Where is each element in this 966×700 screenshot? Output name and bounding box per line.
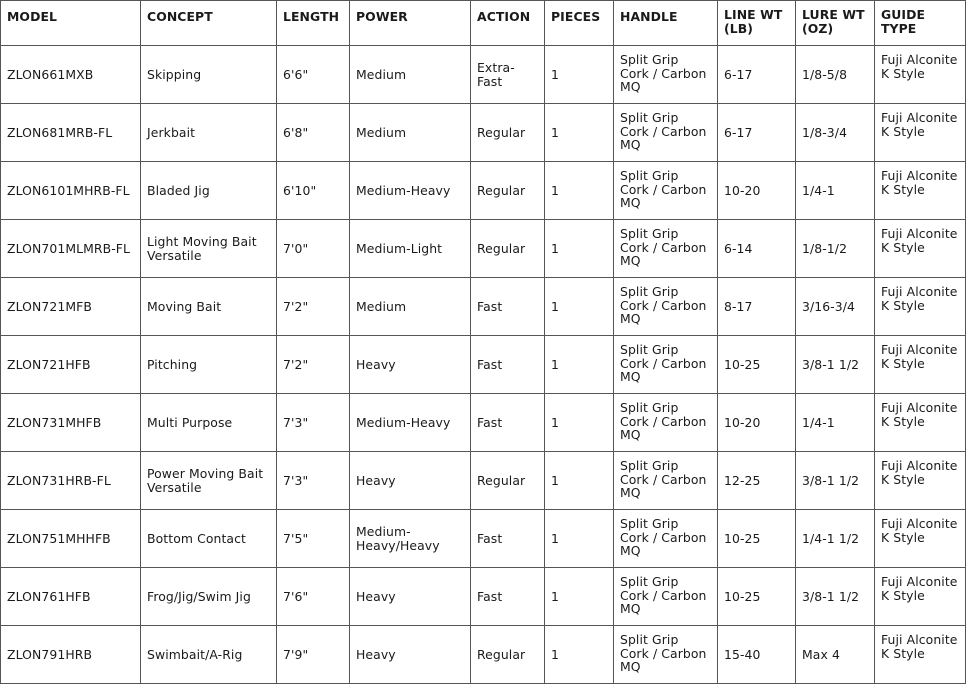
cell-power: Medium [350, 278, 471, 336]
cell-line-wt: 6-17 [718, 104, 796, 162]
cell-guide-type: Fuji Alconite K Style [875, 220, 966, 278]
cell-action: Fast [471, 510, 545, 568]
cell-lure-wt: 3/8-1 1/2 [796, 452, 875, 510]
table-row [1, 162, 966, 220]
cell-length: 7'2" [277, 278, 350, 336]
cell-pieces: 1 [545, 46, 614, 104]
cell-guide-type: Fuji Alconite K Style [875, 336, 966, 394]
cell-length: 7'6" [277, 568, 350, 626]
header-handle: HANDLE [614, 1, 718, 46]
cell-model: ZLON681MRB-FL [1, 104, 141, 162]
cell-line-wt: 15-40 [718, 626, 796, 684]
cell-power: Heavy [350, 568, 471, 626]
table-row [1, 278, 966, 336]
cell-lure-wt: 3/16-3/4 [796, 278, 875, 336]
cell-handle: Split Grip Cork / Carbon MQ [614, 394, 718, 452]
cell-action: Regular [471, 626, 545, 684]
cell-pieces: 1 [545, 104, 614, 162]
cell-guide-type: Fuji Alconite K Style [875, 394, 966, 452]
cell-concept: Bottom Contact [141, 510, 277, 568]
cell-handle: Split Grip Cork / Carbon MQ [614, 220, 718, 278]
table-body [1, 46, 966, 684]
cell-action: Fast [471, 394, 545, 452]
header-row [1, 1, 966, 46]
cell-line-wt: 10-20 [718, 162, 796, 220]
cell-handle: Split Grip Cork / Carbon MQ [614, 626, 718, 684]
cell-guide-type: Fuji Alconite K Style [875, 568, 966, 626]
cell-power: Heavy [350, 452, 471, 510]
cell-pieces: 1 [545, 220, 614, 278]
cell-lure-wt: 1/4-1 [796, 162, 875, 220]
cell-concept: Light Moving Bait Versatile [141, 220, 277, 278]
header-lure-wt: LURE WT (OZ) [796, 1, 875, 46]
cell-line-wt: 10-25 [718, 336, 796, 394]
cell-model: ZLON661MXB [1, 46, 141, 104]
cell-line-wt: 10-25 [718, 568, 796, 626]
cell-model: ZLON701MLMRB-FL [1, 220, 141, 278]
cell-power: Medium-Heavy/Heavy [350, 510, 471, 568]
cell-concept: Frog/Jig/Swim Jig [141, 568, 277, 626]
cell-power: Heavy [350, 626, 471, 684]
cell-length: 6'10" [277, 162, 350, 220]
cell-line-wt: 10-25 [718, 510, 796, 568]
cell-guide-type: Fuji Alconite K Style [875, 162, 966, 220]
cell-line-wt: 8-17 [718, 278, 796, 336]
cell-model: ZLON791HRB [1, 626, 141, 684]
cell-concept: Pitching [141, 336, 277, 394]
cell-power: Medium-Heavy [350, 394, 471, 452]
cell-guide-type: Fuji Alconite K Style [875, 46, 966, 104]
cell-pieces: 1 [545, 394, 614, 452]
cell-concept: Power Moving Bait Versatile [141, 452, 277, 510]
header-concept: CONCEPT [141, 1, 277, 46]
cell-concept: Moving Bait [141, 278, 277, 336]
cell-guide-type: Fuji Alconite K Style [875, 626, 966, 684]
cell-length: 7'2" [277, 336, 350, 394]
table-row [1, 568, 966, 626]
table-row [1, 510, 966, 568]
cell-lure-wt: 3/8-1 1/2 [796, 336, 875, 394]
cell-pieces: 1 [545, 162, 614, 220]
cell-model: ZLON6101MHRB-FL [1, 162, 141, 220]
header-guide-type: GUIDE TYPE [875, 1, 966, 46]
cell-lure-wt: 1/8-5/8 [796, 46, 875, 104]
cell-model: ZLON731HRB-FL [1, 452, 141, 510]
cell-action: Regular [471, 220, 545, 278]
cell-line-wt: 10-20 [718, 394, 796, 452]
table-row [1, 394, 966, 452]
cell-line-wt: 6-17 [718, 46, 796, 104]
cell-action: Extra-Fast [471, 46, 545, 104]
cell-lure-wt: 1/4-1 1/2 [796, 510, 875, 568]
header-line-wt: LINE WT (LB) [718, 1, 796, 46]
cell-pieces: 1 [545, 626, 614, 684]
cell-handle: Split Grip Cork / Carbon MQ [614, 452, 718, 510]
cell-guide-type: Fuji Alconite K Style [875, 104, 966, 162]
cell-pieces: 1 [545, 568, 614, 626]
cell-guide-type: Fuji Alconite K Style [875, 452, 966, 510]
cell-pieces: 1 [545, 510, 614, 568]
cell-handle: Split Grip Cork / Carbon MQ [614, 104, 718, 162]
table-row [1, 452, 966, 510]
cell-model: ZLON731MHFB [1, 394, 141, 452]
header-length: LENGTH [277, 1, 350, 46]
table-row [1, 104, 966, 162]
cell-pieces: 1 [545, 336, 614, 394]
cell-handle: Split Grip Cork / Carbon MQ [614, 46, 718, 104]
cell-concept: Multi Purpose [141, 394, 277, 452]
cell-model: ZLON761HFB [1, 568, 141, 626]
cell-guide-type: Fuji Alconite K Style [875, 510, 966, 568]
header-model: MODEL [1, 1, 141, 46]
cell-lure-wt: 1/8-1/2 [796, 220, 875, 278]
cell-power: Heavy [350, 336, 471, 394]
table-row [1, 336, 966, 394]
header-action: ACTION [471, 1, 545, 46]
cell-action: Regular [471, 162, 545, 220]
cell-power: Medium-Light [350, 220, 471, 278]
cell-handle: Split Grip Cork / Carbon MQ [614, 278, 718, 336]
cell-action: Fast [471, 336, 545, 394]
cell-lure-wt: 3/8-1 1/2 [796, 568, 875, 626]
cell-length: 7'3" [277, 394, 350, 452]
cell-handle: Split Grip Cork / Carbon MQ [614, 162, 718, 220]
cell-line-wt: 12-25 [718, 452, 796, 510]
table-row [1, 46, 966, 104]
cell-action: Fast [471, 278, 545, 336]
cell-power: Medium [350, 46, 471, 104]
cell-concept: Bladed Jig [141, 162, 277, 220]
header-power: POWER [350, 1, 471, 46]
cell-model: ZLON721MFB [1, 278, 141, 336]
cell-line-wt: 6-14 [718, 220, 796, 278]
cell-length: 7'0" [277, 220, 350, 278]
cell-handle: Split Grip Cork / Carbon MQ [614, 510, 718, 568]
cell-length: 7'5" [277, 510, 350, 568]
header-pieces: PIECES [545, 1, 614, 46]
cell-pieces: 1 [545, 278, 614, 336]
cell-model: ZLON751MHHFB [1, 510, 141, 568]
cell-length: 7'3" [277, 452, 350, 510]
cell-pieces: 1 [545, 452, 614, 510]
cell-handle: Split Grip Cork / Carbon MQ [614, 568, 718, 626]
cell-handle: Split Grip Cork / Carbon MQ [614, 336, 718, 394]
cell-action: Regular [471, 104, 545, 162]
table-header [1, 1, 966, 46]
cell-lure-wt: 1/8-3/4 [796, 104, 875, 162]
cell-model: ZLON721HFB [1, 336, 141, 394]
cell-length: 6'8" [277, 104, 350, 162]
cell-length: 6'6" [277, 46, 350, 104]
cell-lure-wt: Max 4 [796, 626, 875, 684]
cell-guide-type: Fuji Alconite K Style [875, 278, 966, 336]
cell-power: Medium-Heavy [350, 162, 471, 220]
cell-power: Medium [350, 104, 471, 162]
cell-action: Fast [471, 568, 545, 626]
cell-action: Regular [471, 452, 545, 510]
cell-concept: Swimbait/A-Rig [141, 626, 277, 684]
table-row [1, 626, 966, 684]
cell-length: 7'9" [277, 626, 350, 684]
table-row [1, 220, 966, 278]
cell-concept: Jerkbait [141, 104, 277, 162]
cell-lure-wt: 1/4-1 [796, 394, 875, 452]
cell-concept: Skipping [141, 46, 277, 104]
